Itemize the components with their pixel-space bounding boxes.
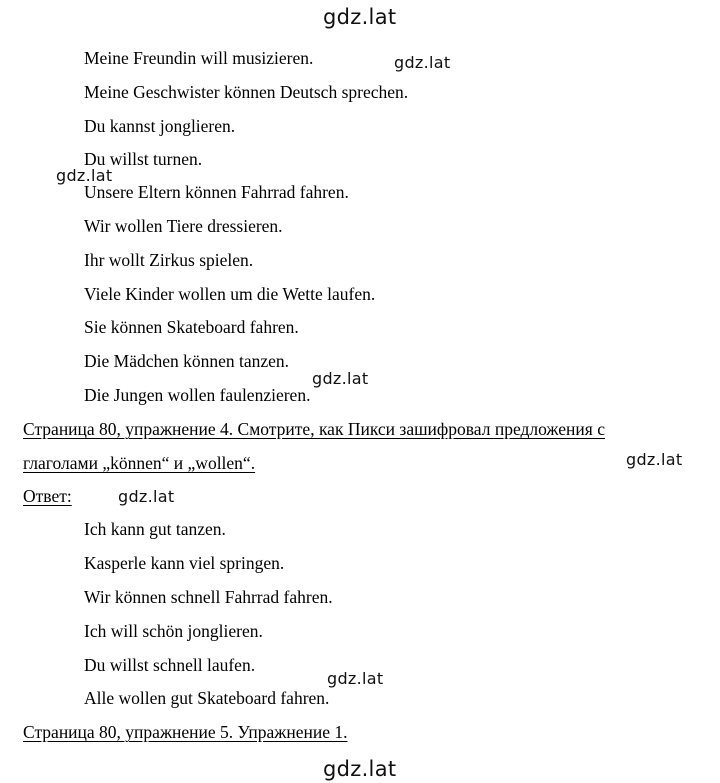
- watermark: gdz.lat: [626, 450, 683, 469]
- watermark-bottom: gdz.lat: [323, 757, 397, 781]
- watermark: gdz.lat: [327, 669, 384, 688]
- sentence: Unsere Eltern können Fahrrad fahren.: [84, 182, 349, 202]
- sentence: Sie können Skateboard fahren.: [84, 317, 299, 337]
- answer-sentence: Ich kann gut tanzen.: [84, 519, 226, 539]
- sentence: Du willst turnen.: [84, 149, 203, 169]
- answer-sentence: Wir können schnell Fahrrad fahren.: [84, 587, 333, 607]
- exercise-5-heading: Страница 80, упражнение 5. Упражнение 1.: [23, 722, 348, 742]
- answer-sentence: Ich will schön jonglieren.: [84, 621, 263, 641]
- watermark: gdz.lat: [118, 487, 175, 506]
- sentence: Ihr wollt Zirkus spielen.: [84, 250, 254, 270]
- sentence: Wir wollen Tiere dressieren.: [84, 216, 283, 236]
- sentence: Die Jungen wollen faulenzieren.: [84, 385, 311, 405]
- answer-sentence: Kasperle kann viel springen.: [84, 553, 285, 573]
- sentence: Die Mädchen können tanzen.: [84, 351, 290, 371]
- sentence: Meine Freundin will musizieren.: [84, 48, 314, 68]
- sentence: Du kannst jonglieren.: [84, 116, 236, 136]
- exercise-4-heading: Страница 80, упражнение 4. Смотрите, как Пикси зашифровал предложения с: [23, 419, 605, 439]
- sentence: Viele Kinder wollen um die Wette laufen.: [84, 284, 376, 304]
- answer-label: Ответ:: [23, 486, 72, 506]
- watermark: gdz.lat: [56, 166, 113, 185]
- watermark: gdz.lat: [312, 369, 369, 388]
- sentence: Meine Geschwister können Deutsch sprechen.: [84, 82, 409, 102]
- exercise-4-heading-cont: глаголами „können“ и „wollen“.: [23, 453, 256, 473]
- watermark: gdz.lat: [394, 53, 451, 72]
- answer-sentence: Alle wollen gut Skateboard fahren.: [84, 688, 330, 708]
- watermark-top: gdz.lat: [323, 5, 397, 29]
- answer-sentence: Du willst schnell laufen.: [84, 655, 256, 675]
